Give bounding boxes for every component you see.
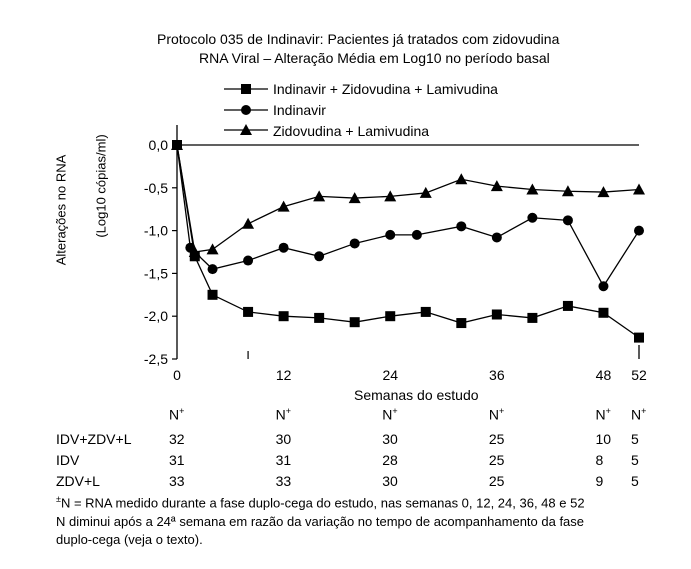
data-point-square xyxy=(314,313,324,323)
n-table-cell: 33 xyxy=(169,473,185,489)
n-table-cell: 30 xyxy=(382,473,398,489)
n-table-cell: 10 xyxy=(595,431,612,447)
data-point-square xyxy=(634,333,644,343)
data-point-triangle xyxy=(420,187,432,198)
y-axis-label: Alterações no RNA xyxy=(53,154,69,266)
y-tick-label: 0,0 xyxy=(148,137,168,153)
y-tick-label: -1,0 xyxy=(143,222,168,239)
data-point-triangle xyxy=(313,190,325,201)
n-header-label: N xyxy=(488,406,499,423)
data-point-square xyxy=(527,313,537,323)
x-axis-label: Semanas do estudo xyxy=(354,387,479,403)
footnote-3: duplo-cega (veja o texto). xyxy=(56,532,203,547)
data-point-circle xyxy=(456,221,466,231)
n-header-label: N xyxy=(275,406,286,423)
data-point-square xyxy=(385,311,395,321)
n-table-cell: 25 xyxy=(488,473,505,489)
chart-title: Protocolo 035 de Indinavir: Pacientes já tratados com zidovudina xyxy=(157,31,560,47)
series-line-triangle xyxy=(177,145,639,252)
n-table-cell: 5 xyxy=(631,473,639,489)
n-table-cell: 9 xyxy=(595,473,604,489)
n-header-sup: + xyxy=(641,406,647,416)
n-header-label: N xyxy=(595,406,606,423)
data-point-circle xyxy=(279,243,289,253)
n-table-cell: 32 xyxy=(169,431,185,447)
data-point-square xyxy=(350,317,360,327)
legend-entry-zdv-l: Zidovudina + Lamivudina xyxy=(273,123,430,139)
n-table-cell: 31 xyxy=(275,452,292,468)
x-tick-label: 36 xyxy=(489,367,505,383)
data-point-circle xyxy=(385,230,395,240)
n-table-row-label: IDV+ZDV+L xyxy=(56,431,132,447)
data-point-triangle xyxy=(207,243,219,254)
x-tick-label: 0 xyxy=(173,367,181,383)
data-point-circle xyxy=(527,213,537,223)
data-point-square xyxy=(598,308,608,318)
x-tick-label: 24 xyxy=(382,367,399,383)
data-point-square xyxy=(421,307,431,317)
n-table-cell: 30 xyxy=(275,431,292,447)
x-tick-label: 52 xyxy=(631,367,647,383)
n-table-cell: 33 xyxy=(275,473,292,489)
data-point-triangle xyxy=(242,218,254,229)
n-header xyxy=(595,406,610,423)
y-axis-label-units: (Log10 cópias/ml) xyxy=(93,134,109,238)
chart-subtitle: RNA Viral – Alteração Média em Log10 no período basal xyxy=(199,50,550,66)
n-table-cell: 30 xyxy=(382,431,398,447)
n-table-cell: 28 xyxy=(382,452,398,468)
footnote-1-sup: ± xyxy=(56,494,61,504)
data-point-triangle xyxy=(455,173,467,184)
data-point-circle xyxy=(412,230,422,240)
n-table-cell: 25 xyxy=(488,452,505,468)
n-header-label: N xyxy=(382,406,393,423)
n-header xyxy=(276,406,291,423)
n-table-cell: 5 xyxy=(631,431,639,447)
n-header-sup: + xyxy=(605,406,611,416)
n-table-cell: 5 xyxy=(631,452,639,468)
data-point-square xyxy=(208,290,218,300)
data-point-circle xyxy=(243,256,253,266)
n-header-sup: + xyxy=(179,406,185,416)
data-point-circle xyxy=(314,251,324,261)
n-table-row-label: IDV xyxy=(56,452,80,468)
x-tick-label: 48 xyxy=(595,367,612,383)
legend-entry-idv: Indinavir xyxy=(273,102,326,118)
y-tick-label: -2,5 xyxy=(143,351,168,367)
n-header xyxy=(382,406,397,423)
legend-entry-idv-zdv-l: Indinavir + Zidovudina + Lamivudina xyxy=(273,81,498,97)
data-point-circle xyxy=(598,281,608,291)
data-point-circle xyxy=(208,264,218,274)
n-header-sup: + xyxy=(498,406,505,416)
y-tick-label: -1,5 xyxy=(143,265,168,282)
data-point-triangle xyxy=(278,201,290,212)
footnote-2: N diminui após a 24ª semana em razão da variação no tempo de acompanhamento da fase xyxy=(56,514,585,529)
data-point-square xyxy=(279,311,289,321)
n-table-cell: 31 xyxy=(169,452,185,468)
n-header xyxy=(169,406,184,423)
footnote-1 xyxy=(56,494,585,510)
data-point-circle xyxy=(492,232,502,242)
x-tick-label: 12 xyxy=(275,367,292,383)
data-point-square xyxy=(492,309,502,319)
data-point-square xyxy=(243,307,253,317)
n-table-row-label: ZDV+L xyxy=(56,473,100,489)
data-point-square xyxy=(456,318,466,328)
n-table-cell: 25 xyxy=(488,431,505,447)
data-point-circle xyxy=(563,215,573,225)
data-point-circle xyxy=(350,238,360,248)
y-tick-label: -2,0 xyxy=(143,308,168,325)
data-point-square xyxy=(563,301,573,311)
n-header-label: N xyxy=(631,406,642,423)
n-header-sup: + xyxy=(392,406,398,416)
footnote-1-text: N = RNA medido durante a fase duplo-cega do estudo, nas semanas 0, 12, 24, 36, 48 e 52 xyxy=(60,495,585,511)
n-header xyxy=(631,406,646,423)
n-table-cell: 8 xyxy=(595,452,604,468)
n-header xyxy=(489,406,504,423)
data-point-triangle xyxy=(633,184,645,195)
y-tick-label: -0,5 xyxy=(143,179,168,196)
n-header-label: N xyxy=(169,406,180,423)
data-point-circle xyxy=(634,226,644,236)
n-header-sup: + xyxy=(285,406,291,416)
